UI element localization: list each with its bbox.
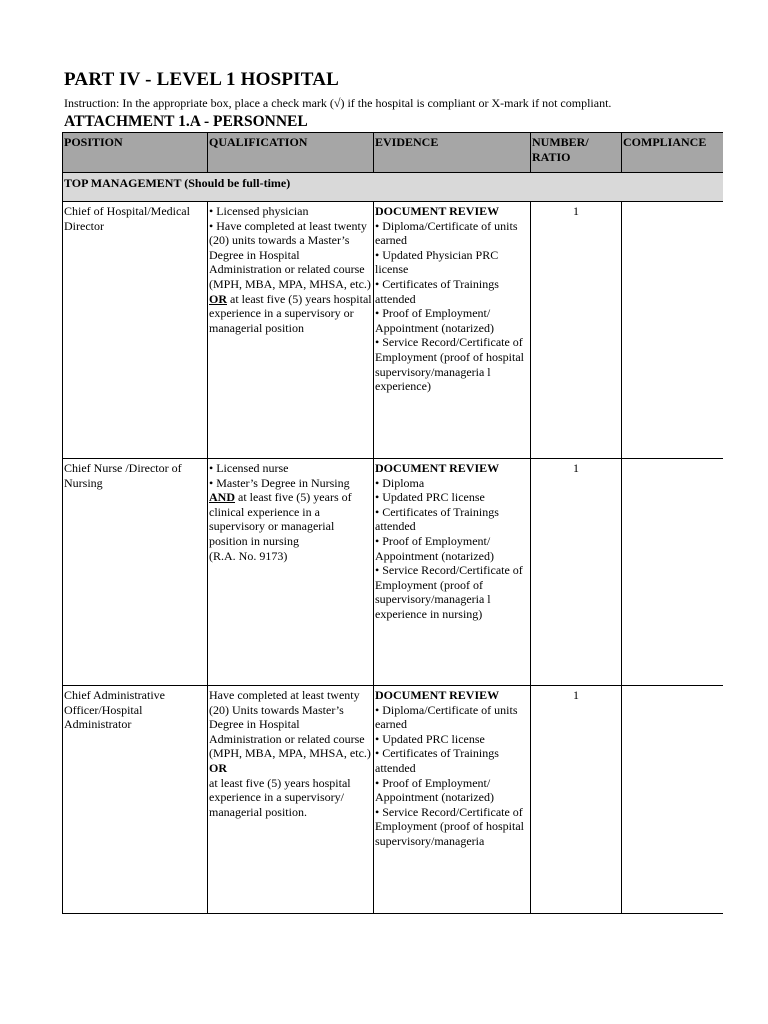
evidence-item: • Updated PRC license	[375, 490, 529, 505]
evidence-item: • Service Record/Certificate of Employment (proof of hospital supervisory/manageria l experience)	[375, 335, 529, 393]
qualification-item: • Have completed at least twenty (20) units towards a Master’s Degree in Hospital Administration or related course (MPH, MBA, MPA, MHSA, etc.) OR at least five (5) years hospital experience in a supervisory or managerial position	[209, 219, 372, 336]
evidence-item: • Service Record/Certificate of Employment (proof of supervisory/manageria l experience in nursing)	[375, 563, 529, 621]
evidence-item: • Updated Physician PRC license	[375, 248, 529, 277]
section-row-top-management	[63, 173, 723, 202]
evidence-cell	[374, 459, 531, 686]
position-cell: Chief Nurse /Director of Nursing	[63, 459, 208, 686]
qualification-cell	[208, 459, 374, 686]
evidence-item: • Updated PRC license	[375, 732, 529, 747]
position-cell: Chief Administrative Officer/Hospital Administrator	[63, 686, 208, 914]
compliance-cell[interactable]	[622, 686, 723, 914]
col-header-compliance: COMPLIANCE	[622, 133, 723, 173]
qualification-cell	[208, 202, 374, 459]
evidence-item: • Diploma/Certificate of units earned	[375, 219, 529, 248]
table-row	[63, 686, 723, 914]
evidence-cell	[374, 686, 531, 914]
evidence-item: • Certificates of Trainings attended	[375, 505, 529, 534]
qualification-item: at least five (5) years hospital experience in a supervisory/ managerial position.	[209, 775, 351, 819]
evidence-item: • Diploma	[375, 476, 529, 491]
evidence-item: • Service Record/Certificate of Employment (proof of hospital supervisory/manageria	[375, 805, 529, 849]
evidence-item: • Diploma/Certificate of units earned	[375, 703, 529, 732]
page-title: PART IV - LEVEL 1 HOSPITAL	[64, 69, 339, 90]
evidence-item: • Proof of Employment/ Appointment (notarized)	[375, 776, 529, 805]
col-header-qualification: QUALIFICATION	[208, 133, 374, 173]
compliance-cell[interactable]	[622, 459, 723, 686]
number-ratio-cell: 1	[531, 202, 622, 459]
col-header-number-ratio: NUMBER/ RATIO	[531, 133, 622, 173]
evidence-item: • Certificates of Trainings attended	[375, 277, 529, 306]
compliance-cell[interactable]	[622, 202, 723, 459]
number-ratio-cell: 1	[531, 459, 622, 686]
personnel-table	[62, 132, 723, 914]
position-cell: Chief of Hospital/Medical Director	[63, 202, 208, 459]
col-header-evidence: EVIDENCE	[374, 133, 531, 173]
personnel-table-viewport	[62, 132, 707, 914]
qualification-cell	[208, 686, 374, 914]
instruction-text: Instruction: In the appropriate box, place a check mark (√) if the hospital is compliant or X-mark if not compliant.	[64, 96, 612, 110]
evidence-heading: DOCUMENT REVIEW	[375, 688, 500, 702]
and-connector: AND	[209, 490, 235, 505]
qualification-item: • Licensed physician	[209, 204, 372, 219]
evidence-cell	[374, 202, 531, 459]
evidence-item: • Certificates of Trainings attended	[375, 746, 529, 775]
evidence-item: • Proof of Employment/ Appointment (notarized)	[375, 306, 529, 335]
table-row	[63, 459, 723, 686]
table-header-row	[63, 133, 723, 173]
qualification-item: Have completed at least twenty (20) Units towards Master’s Degree in Hospital Administration or related course (MPH, MBA, MPA, MHSA, etc.) OR	[209, 688, 371, 775]
col-header-position: POSITION	[63, 133, 208, 173]
evidence-item: • Proof of Employment/ Appointment (notarized)	[375, 534, 529, 563]
qualification-item: • Licensed nurse	[209, 461, 372, 476]
number-ratio-cell: 1	[531, 686, 622, 914]
attachment-title: ATTACHMENT 1.A - PERSONNEL	[64, 113, 308, 130]
qualification-item: • Master’s Degree in Nursing AND at least five (5) years of clinical experience in a supervisory or managerial position in nursing	[209, 476, 372, 549]
or-connector: OR	[209, 291, 227, 306]
section-title: TOP MANAGEMENT (Should be full-time)	[63, 173, 723, 202]
evidence-heading: DOCUMENT REVIEW	[375, 204, 500, 218]
evidence-heading: DOCUMENT REVIEW	[375, 461, 500, 475]
or-connector: OR	[209, 760, 227, 775]
table-row	[63, 202, 723, 459]
qualification-reference: (R.A. No. 9173)	[209, 548, 288, 563]
